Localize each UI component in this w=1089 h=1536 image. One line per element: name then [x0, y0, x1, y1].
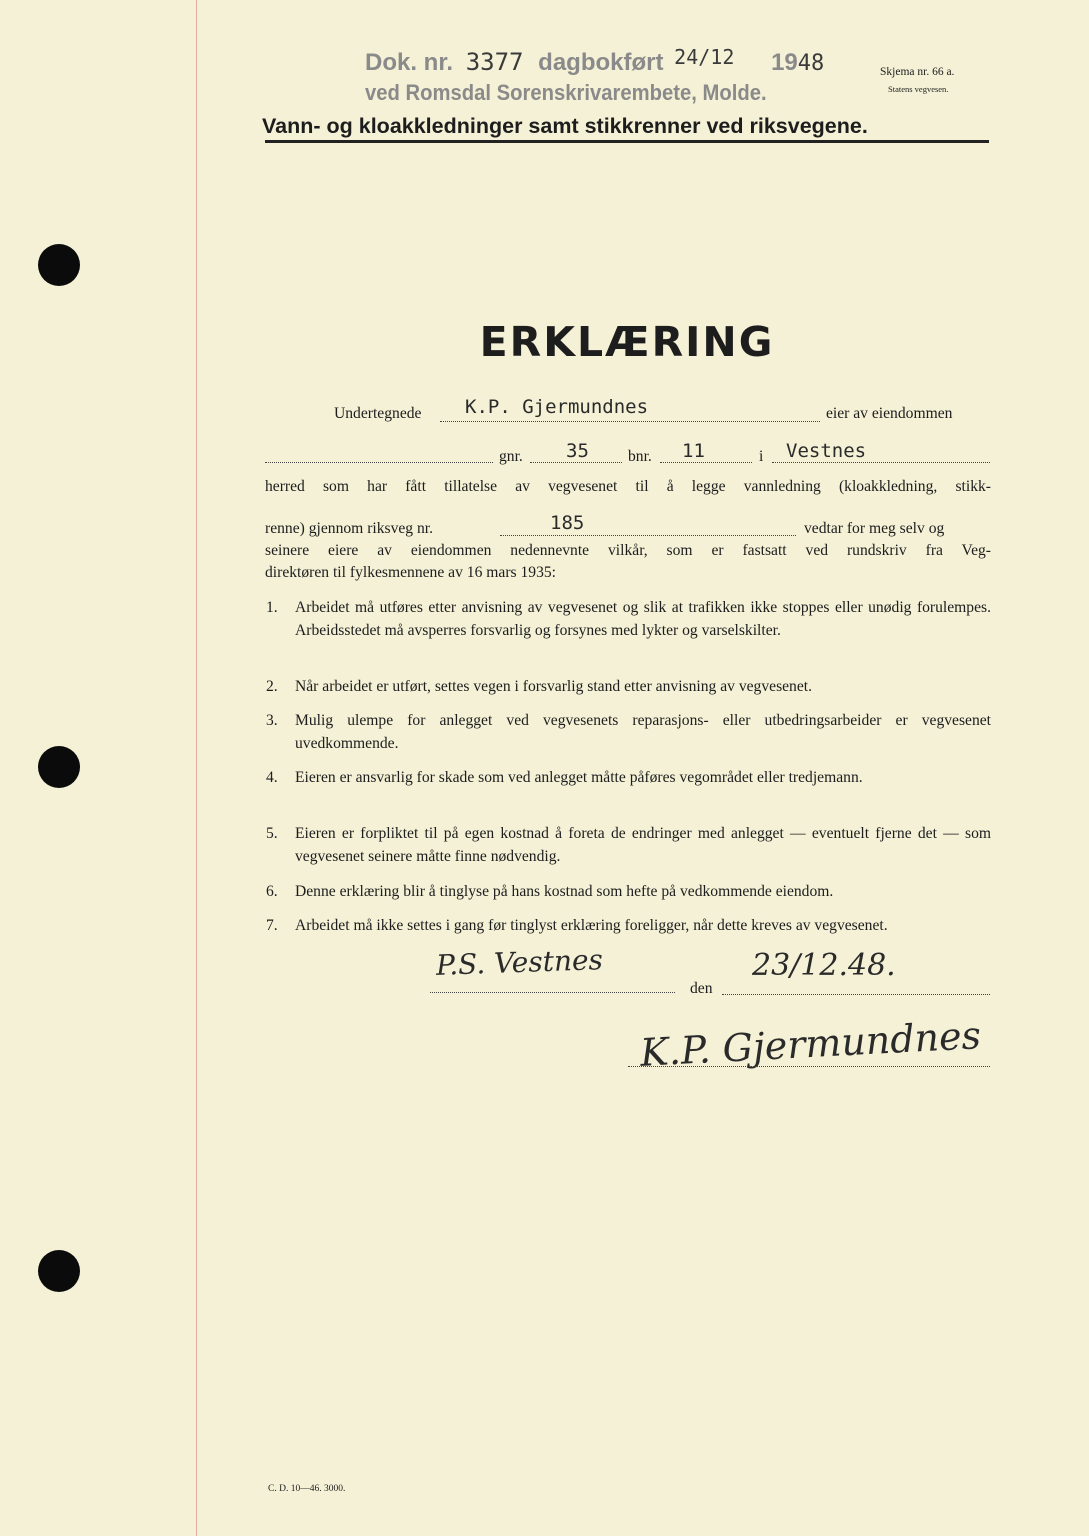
condition-item — [266, 766, 991, 789]
header-title: Vann- og kloakkledninger samt stikkrenner ved riksvegene. — [262, 114, 868, 138]
condition-item — [266, 822, 991, 868]
municipality-value: Vestnes — [786, 440, 867, 462]
condition-number: 5. — [266, 825, 278, 842]
stamp-doc-label: Dok. nr. — [365, 49, 454, 76]
bnr-label: bnr. — [628, 448, 652, 465]
condition-text: Når arbeidet er utført, settes vegen i forsvarlig stand etter anvisning av vegvesenet. — [295, 678, 813, 695]
condition-text: Denne erklæring blir å tinglyse på hans kostnad som hefte på vedkommende eiendom. — [295, 883, 834, 900]
road-number: 185 — [550, 512, 585, 534]
header-rule — [265, 140, 989, 143]
condition-item — [266, 914, 991, 937]
declaration-line3: herred som har fått tillatelse av vegvesenet til å legge vannledning (kloakkledning, stikk- — [265, 478, 991, 495]
place-line — [430, 992, 675, 993]
document-title: ERKLÆRING — [479, 318, 775, 366]
condition-number: 7. — [266, 917, 278, 934]
condition-number: 1. — [266, 599, 278, 616]
stamp-dagbokfort: dagbokført — [538, 49, 664, 76]
bnr-value: 11 — [682, 440, 705, 462]
condition-item — [266, 709, 991, 755]
punch-hole — [38, 1250, 80, 1292]
condition-number: 6. — [266, 883, 278, 900]
gnr-value: 35 — [566, 440, 589, 462]
stamp-year-handwritten: 48 — [797, 51, 825, 76]
registration-stamp-line1 — [365, 45, 825, 77]
condition-text: Arbeidet må utføres etter anvisning av vegvesenet og slik at trafikken ikke stoppes eller unødig forulempes. Arbeidsstedet må avsperres forsvarlig og forsynes med lykter og varselskilter. — [295, 599, 991, 639]
property-name-line — [265, 462, 493, 463]
stamp-doc-number: 3377 — [465, 48, 524, 76]
condition-item — [266, 675, 991, 698]
condition-item — [266, 596, 991, 642]
condition-text: Mulig ulempe for anlegget ved vegvesenets reparasjons- eller utbedringsarbeider er vegvesenet uvedkommende. — [295, 712, 991, 752]
stamp-date: 24/12 — [674, 45, 735, 69]
i-label: i — [759, 448, 764, 465]
signature-line — [628, 1066, 990, 1067]
road-label: renne) gjennom riksveg nr. — [265, 520, 434, 537]
condition-text: Eieren er forpliktet til på egen kostnad å foreta de endringer med anlegget — eventuelt fjerne det — som vegvesenet seinere måtte finne nødvendig. — [295, 825, 991, 865]
signing-place: P.S. Vestnes — [435, 943, 604, 982]
signing-date: 23/12.48. — [752, 948, 896, 983]
road-suffix: vedtar for meg selv og — [804, 520, 945, 537]
owner-of-label: eier av eiendommen — [826, 405, 953, 422]
condition-number: 3. — [266, 712, 278, 729]
condition-number: 2. — [266, 678, 278, 695]
declaration-line5: seinere eiere av eiendommen nedennevnte vilkår, som er fastsatt ved rundskriv fra Veg- — [265, 542, 991, 559]
date-line — [722, 994, 990, 995]
condition-number: 4. — [266, 769, 278, 786]
den-label: den — [690, 980, 713, 997]
road-number-line — [500, 535, 796, 536]
condition-text: Arbeidet må ikke settes i gang før tinglyst erklæring foreligger, når dette kreves av vegvesenet. — [295, 917, 888, 934]
form-number: Skjema nr. 66 a. — [880, 66, 955, 78]
declaration-line6: direktøren til fylkesmennene av 16 mars 1935: — [265, 564, 557, 581]
owner-name-line — [440, 421, 820, 422]
punch-hole — [38, 244, 80, 286]
stamp-year-printed: 19 — [771, 49, 798, 76]
gnr-line — [530, 462, 622, 463]
owner-name: K.P. Gjermundnes — [465, 396, 649, 418]
municipality-line — [772, 462, 990, 463]
owner-signature: K.P. Gjermundnes — [639, 1013, 982, 1075]
punch-hole — [38, 746, 80, 788]
condition-text: Eieren er ansvarlig for skade som ved anlegget måtte påføres vegområdet eller tredjemann. — [295, 769, 863, 786]
bnr-line — [660, 462, 752, 463]
print-code: C. D. 10—46. 3000. — [268, 1484, 346, 1494]
undersigned-label: Undertegnede — [334, 405, 422, 422]
gnr-label: gnr. — [499, 448, 523, 465]
condition-item — [266, 880, 991, 903]
registration-stamp-line2: ved Romsdal Sorenskrivarembete, Molde. — [365, 80, 767, 105]
margin-rule — [196, 0, 197, 1536]
form-issuer: Statens vegvesen. — [888, 84, 949, 94]
